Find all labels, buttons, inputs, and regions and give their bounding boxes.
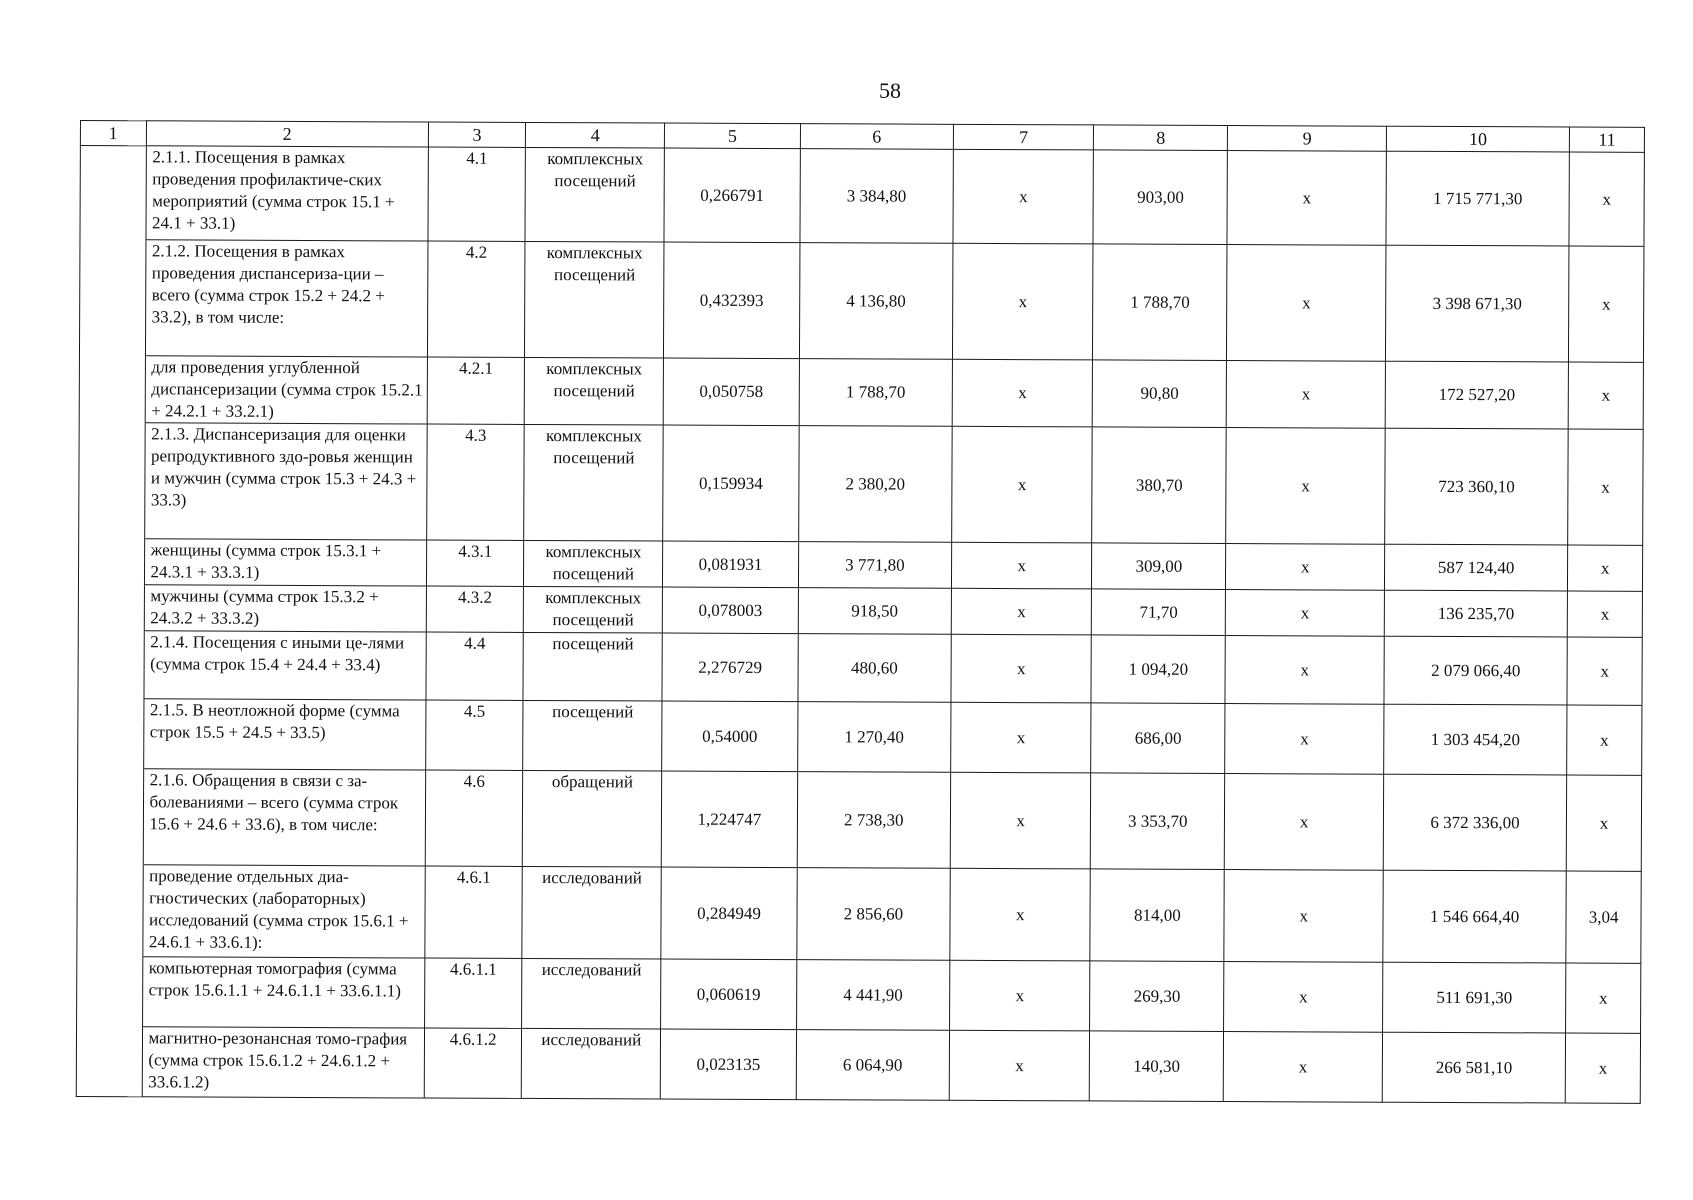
table-cell-c6: 1 270,40: [797, 702, 951, 773]
table-cell-c10: 172 527,20: [1385, 361, 1568, 429]
table-cell-c10: 3 398 671,30: [1385, 245, 1569, 362]
table-cell-c9: х: [1226, 544, 1385, 591]
table-row: [79, 355, 1643, 429]
table-cell-c9: х: [1225, 636, 1384, 705]
table-cell-c11: х: [1565, 1033, 1640, 1103]
table-cell-c11: х: [1569, 246, 1644, 362]
table-cell-c10: 136 235,70: [1384, 590, 1567, 637]
table-row: [79, 240, 1643, 363]
table-cell-c4: комплексных посещений: [525, 241, 665, 358]
table-cell-c8: 1 788,70: [1093, 244, 1228, 361]
table-cell-c7: х: [951, 702, 1092, 773]
table-cell-c5: 0,078003: [663, 587, 798, 634]
table-cell-c10: 1 546 664,40: [1383, 870, 1567, 963]
table-cell-c10: 6 372 336,00: [1383, 774, 1567, 871]
table-cell-c1: [79, 240, 145, 356]
table-cell-c8: 903,00: [1093, 150, 1227, 245]
table-cell-c1: [80, 146, 146, 240]
table-cell-c3: 4.6: [425, 770, 523, 866]
table-cell-c3: 4.3.1: [426, 540, 523, 586]
table-cell-c3: 4.4: [426, 632, 524, 700]
table-cell-c2: 2.1.3. Диспансеризация для оценки репродуктивного здо-ровья женщин и мужчин (сумма строк 15.3 + 24.3 + 33.3): [144, 423, 427, 540]
table-cell-c7: х: [950, 960, 1091, 1031]
table-cell-c4: исследований: [521, 1028, 661, 1099]
table-row: [78, 630, 1642, 705]
table-cell-c8: 380,70: [1092, 427, 1227, 544]
table-cell-c9: х: [1227, 245, 1386, 362]
table-cell-c7: х: [952, 426, 1093, 543]
table-cell-c8: 3 353,70: [1091, 773, 1225, 870]
table-cell-c4: комплексных посещений: [524, 357, 663, 425]
table-cell-c4: комплексных посещений: [524, 424, 664, 541]
table-cell-c3: 4.5: [426, 700, 524, 770]
table-cell-c8: 814,00: [1090, 869, 1224, 962]
table-cell-c9: х: [1227, 361, 1386, 429]
table-cell-c8: 686,00: [1091, 703, 1225, 774]
table-cell-c8: 1 094,20: [1091, 635, 1225, 704]
table-cell-c5: 2,276729: [662, 633, 797, 702]
table-cell-c1: [78, 698, 144, 768]
table-cell-c8: 309,00: [1092, 543, 1226, 590]
table-cell-c7: х: [950, 772, 1091, 869]
table-cell-c6: 2 380,20: [798, 426, 952, 543]
header-cell-5: 5: [665, 123, 800, 149]
table-cell-c11: х: [1568, 429, 1643, 545]
table-cell-c6: 4 441,90: [796, 960, 950, 1031]
table-cell-c1: [77, 956, 143, 1026]
table-cell-c9: х: [1226, 590, 1385, 637]
table-cell-c1: [77, 864, 143, 956]
table-cell-c2: женщины (сумма строк 15.3.1 + 24.3.1 + 33.3.1): [144, 539, 427, 586]
table-cell-c5: 0,284949: [661, 867, 797, 960]
table-cell-c3: 4.6.1: [425, 866, 523, 958]
header-cell-11: 11: [1570, 127, 1645, 152]
table-cell-c2: 2.1.4. Посещения с иными це-лями (сумма строк 15.4 + 24.4 + 33.4): [143, 631, 426, 700]
table-cell-c6: 2 738,30: [797, 772, 951, 869]
table-cell-c2: проведение отдельных диа-гностических (лабораторных) исследований (сумма строк 15.6.1 + 24.6.1 + 33.6.1):: [142, 865, 425, 958]
table-cell-c4: посещений: [523, 632, 662, 701]
table-cell-c4: комплексных посещений: [524, 586, 663, 633]
table-cell-c10: 587 124,40: [1384, 544, 1567, 591]
table-cell-c11: х: [1567, 591, 1642, 637]
table-cell-c9: х: [1226, 428, 1385, 545]
table-cell-c7: х: [953, 243, 1094, 360]
table-cell-c5: 0,050758: [664, 358, 799, 426]
table-row: [77, 768, 1641, 871]
table-cell-c10: 1 715 771,30: [1386, 151, 1570, 246]
table-cell-c7: х: [952, 359, 1093, 427]
table-row: [78, 698, 1642, 775]
table-cell-c6: 4 136,80: [799, 243, 953, 360]
table-cell-c10: 2 079 066,40: [1384, 636, 1567, 705]
table-cell-c6: 1 788,70: [799, 359, 953, 427]
table-cell-c11: х: [1567, 637, 1642, 705]
table-cell-c6: 480,60: [798, 634, 952, 703]
table-cell-c2: компьютерная томография (сумма строк 15.6.1.1 + 24.6.1.1 + 33.6.1.1): [142, 957, 425, 1028]
table-cell-c5: 0,432393: [664, 242, 800, 359]
table-cell-c9: х: [1224, 962, 1383, 1033]
header-cell-3: 3: [428, 122, 525, 147]
table-cell-c5: 0,266791: [664, 148, 800, 243]
table-cell-c1: [79, 422, 145, 538]
table-cell-c4: исследований: [522, 958, 662, 1029]
header-cell-1: 1: [80, 121, 146, 146]
table-cell-c3: 4.1: [428, 147, 526, 241]
table-cell-c7: х: [949, 1030, 1090, 1101]
data-table: [76, 120, 1645, 1104]
table-cell-c5: 0,159934: [663, 425, 799, 542]
header-cell-6: 6: [800, 124, 954, 150]
table-cell-c5: 0,081931: [663, 541, 798, 588]
table-cell-c7: х: [951, 634, 1092, 703]
table-cell-c3: 4.3: [427, 424, 525, 540]
table-cell-c10: 266 581,10: [1382, 1032, 1566, 1103]
table-cell-c5: 1,224747: [662, 771, 798, 868]
table-cell-c6: 3 771,80: [798, 542, 952, 589]
table-cell-c9: х: [1224, 1031, 1383, 1102]
table-cell-c3: 4.6.1.1: [425, 958, 523, 1028]
table-cell-c2: магнитно-резонансная томо-графия (сумма строк 15.6.1.2 + 24.6.1.2 + 33.6.1.2): [142, 1027, 425, 1098]
table-cell-c7: х: [952, 542, 1092, 589]
table-cell-c6: 6 064,90: [796, 1030, 950, 1101]
table-cell-c2: мужчины (сумма строк 15.3.2 + 24.3.2 + 33.3.2): [144, 585, 427, 632]
header-cell-2: 2: [146, 121, 429, 147]
table-cell-c9: х: [1224, 870, 1383, 963]
table-cell-c1: [76, 1026, 142, 1096]
table-cell-c10: 723 360,10: [1385, 428, 1569, 545]
table-cell-c2: 2.1.2. Посещения в рамках проведения диспансериза-ции – всего (сумма строк 15.2 + 24.2 + 33.2), в том числе:: [145, 240, 428, 357]
table-cell-c11: х: [1567, 705, 1642, 775]
table-cell-c1: [79, 355, 145, 422]
table-cell-c2: 2.1.1. Посещения в рамках проведения профилактиче-ских мероприятий (сумма строк 15.1 + 24.1 + 33.1): [145, 146, 428, 241]
table-cell-c10: 1 303 454,20: [1384, 704, 1568, 775]
table-cell-c1: [78, 630, 144, 698]
table-cell-c7: х: [953, 149, 1094, 244]
table-cell-c9: х: [1227, 151, 1386, 246]
table-cell-c9: х: [1225, 774, 1384, 871]
table-cell-c11: х: [1568, 545, 1643, 591]
table-row: [77, 956, 1641, 1033]
table-cell-c4: обращений: [522, 770, 662, 867]
table-cell-c1: [78, 584, 144, 630]
table-row: [77, 864, 1641, 963]
table-row: [78, 584, 1642, 637]
table-cell-c8: 90,80: [1092, 360, 1226, 428]
table-cell-c4: исследований: [522, 866, 662, 959]
table-cell-c4: посещений: [523, 700, 663, 771]
table-cell-c11: х: [1566, 775, 1641, 871]
table-cell-c11: х: [1566, 963, 1641, 1033]
table-cell-c3: 4.2.1: [427, 357, 525, 424]
header-cell-4: 4: [526, 122, 665, 148]
table-row: [76, 1026, 1640, 1103]
table-row: [78, 538, 1642, 591]
page-number: 58: [879, 78, 901, 103]
table-cell-c3: 4.3.2: [426, 586, 523, 632]
table-cell-c2: 2.1.6. Обращения в связи с за-болеваниями – всего (сумма строк 15.6 + 24.6 + 33.6), в том числе:: [143, 769, 426, 866]
table-cell-c2: 2.1.5. В неотложной форме (сумма строк 15.5 + 24.5 + 33.5): [143, 699, 426, 770]
table-cell-c5: 0,060619: [661, 959, 796, 1030]
table-cell-c7: х: [950, 868, 1091, 961]
table-cell-c11: х: [1569, 152, 1644, 246]
table-cell-c11: х: [1568, 362, 1643, 429]
table-cell-c8: 269,30: [1090, 961, 1224, 1032]
table-cell-c3: 4.6.1.2: [424, 1028, 522, 1098]
table-cell-c8: 140,30: [1090, 1031, 1224, 1102]
table-cell-c8: 71,70: [1092, 589, 1226, 636]
table-cell-c5: 0,023135: [661, 1029, 796, 1100]
table-cell-c7: х: [951, 588, 1091, 635]
table-cell-c11: 3,04: [1566, 871, 1641, 963]
header-cell-10: 10: [1386, 126, 1569, 152]
header-cell-8: 8: [1094, 125, 1228, 151]
table-cell-c2: для проведения углубленной диспансеризации (сумма строк 15.2.1 + 24.2.1 + 33.2.1): [145, 356, 428, 424]
table-cell-c10: 511 691,30: [1383, 962, 1567, 1033]
table-cell-c5: 0,54000: [662, 701, 797, 772]
table-cell-c6: 918,50: [798, 588, 952, 635]
table-cell-c6: 2 856,60: [796, 868, 950, 961]
table-body: [76, 146, 1644, 1104]
table-cell-c3: 4.2: [427, 241, 525, 357]
table-row: [79, 422, 1643, 545]
table-cell-c9: х: [1225, 704, 1384, 775]
header-cell-9: 9: [1228, 126, 1387, 152]
table-cell-c4: комплексных посещений: [524, 540, 663, 587]
header-cell-7: 7: [953, 124, 1093, 150]
table-cell-c6: 3 384,80: [800, 149, 954, 244]
table-cell-c1: [78, 538, 144, 584]
table-row: [80, 146, 1644, 247]
table-cell-c1: [77, 768, 143, 864]
table-cell-c4: комплексных посещений: [525, 147, 665, 242]
